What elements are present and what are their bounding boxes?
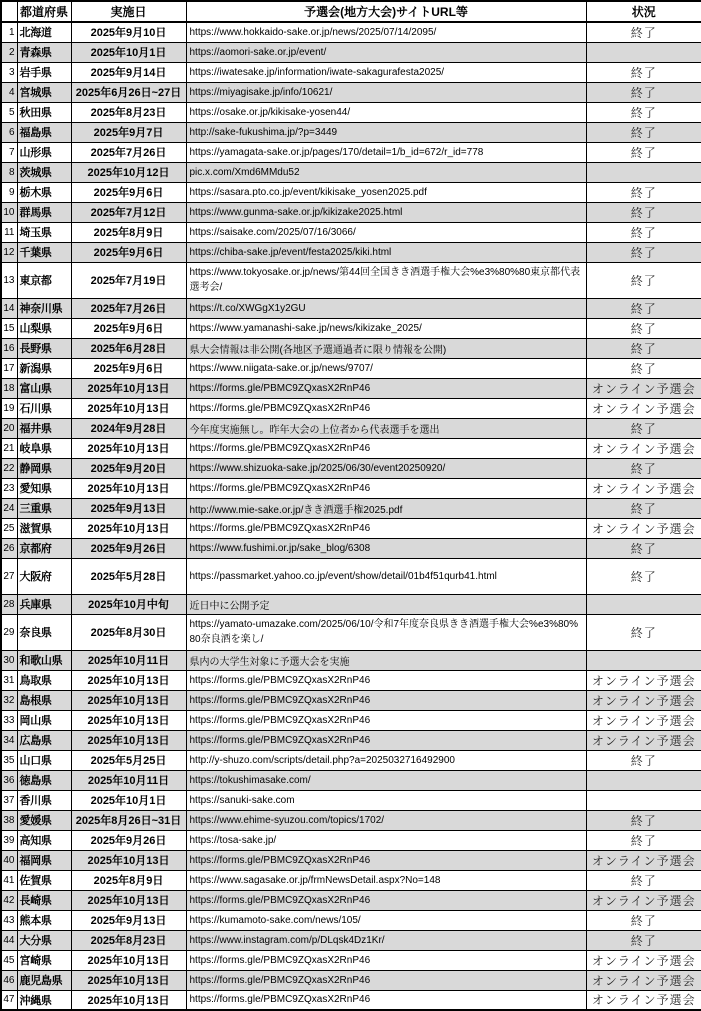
table-row: [1, 890, 701, 910]
prefecture-cell[interactable]: 奈良県: [17, 614, 71, 650]
row-number-cell[interactable]: 38: [1, 810, 17, 830]
url-cell[interactable]: https://forms.gle/PBMC9ZQxasX2RnP46: [186, 398, 586, 418]
date-cell[interactable]: 2025年10月13日: [71, 518, 186, 538]
status-cell[interactable]: オンライン予選会: [586, 690, 701, 710]
table-row: [1, 438, 701, 458]
row-number-cell[interactable]: 23: [1, 478, 17, 498]
prefecture-cell[interactable]: 山梨県: [17, 318, 71, 338]
date-cell[interactable]: 2025年8月9日: [71, 870, 186, 890]
table-row: [1, 594, 701, 614]
prefecture-cell[interactable]: 宮崎県: [17, 950, 71, 970]
row-number-cell[interactable]: 1: [1, 22, 17, 42]
status-cell[interactable]: オンライン予選会: [586, 730, 701, 750]
status-cell[interactable]: 終了: [586, 318, 701, 338]
row-number-cell[interactable]: 32: [1, 690, 17, 710]
status-cell[interactable]: [586, 42, 701, 62]
status-cell[interactable]: 終了: [586, 242, 701, 262]
prefecture-cell[interactable]: 沖縄県: [17, 990, 71, 1010]
row-number-cell[interactable]: 41: [1, 870, 17, 890]
table-row: [1, 810, 701, 830]
prefecture-cell[interactable]: 岡山県: [17, 710, 71, 730]
table-row: [1, 398, 701, 418]
row-number-cell[interactable]: 12: [1, 242, 17, 262]
table-header: [1, 1, 701, 22]
date-cell[interactable]: 2025年9月26日: [71, 830, 186, 850]
prefecture-cell[interactable]: 青森県: [17, 42, 71, 62]
prefecture-cell[interactable]: 石川県: [17, 398, 71, 418]
date-cell[interactable]: 2025年10月12日: [71, 162, 186, 182]
row-number-cell[interactable]: 33: [1, 710, 17, 730]
header-status[interactable]: 状況: [586, 1, 701, 22]
row-number-cell[interactable]: 4: [1, 82, 17, 102]
prefecture-cell[interactable]: 徳島県: [17, 770, 71, 790]
row-number-cell[interactable]: 30: [1, 650, 17, 670]
row-number-cell[interactable]: 25: [1, 518, 17, 538]
table-row: [1, 358, 701, 378]
table-row: [1, 558, 701, 594]
prefecture-cell[interactable]: 茨城県: [17, 162, 71, 182]
status-cell[interactable]: 終了: [586, 810, 701, 830]
prefecture-cell[interactable]: 静岡県: [17, 458, 71, 478]
status-cell[interactable]: [586, 770, 701, 790]
url-cell[interactable]: https://iwatesake.jp/information/iwate-sakagurafesta2025/: [186, 62, 586, 82]
url-cell[interactable]: https://kumamoto-sake.com/news/105/: [186, 910, 586, 930]
prefecture-cell[interactable]: 秋田県: [17, 102, 71, 122]
table-row: [1, 710, 701, 730]
row-number-cell[interactable]: 37: [1, 790, 17, 810]
url-cell[interactable]: pic.x.com/Xmd6MMdu52: [186, 162, 586, 182]
status-cell[interactable]: [586, 790, 701, 810]
row-number-cell[interactable]: 16: [1, 338, 17, 358]
date-cell[interactable]: 2025年10月13日: [71, 438, 186, 458]
row-number-cell[interactable]: 19: [1, 398, 17, 418]
url-cell[interactable]: https://www.niigata-sake.or.jp/news/9707/: [186, 358, 586, 378]
date-cell[interactable]: 2025年8月23日: [71, 930, 186, 950]
date-cell[interactable]: 2025年10月11日: [71, 770, 186, 790]
status-cell[interactable]: 終了: [586, 870, 701, 890]
date-cell[interactable]: 2025年8月26日~31日: [71, 810, 186, 830]
table-row: [1, 82, 701, 102]
row-number-cell[interactable]: 42: [1, 890, 17, 910]
row-number-cell[interactable]: 14: [1, 298, 17, 318]
date-cell[interactable]: 2025年7月12日: [71, 202, 186, 222]
row-number-cell[interactable]: 11: [1, 222, 17, 242]
table-row: [1, 498, 701, 518]
prefecture-cell[interactable]: 鳥取県: [17, 670, 71, 690]
table-row: [1, 970, 701, 990]
url-cell[interactable]: https://miyagisake.jp/info/10621/: [186, 82, 586, 102]
status-cell[interactable]: 終了: [586, 222, 701, 242]
row-number-cell[interactable]: 22: [1, 458, 17, 478]
prefecture-cell[interactable]: 福井県: [17, 418, 71, 438]
date-cell[interactable]: 2025年10月13日: [71, 690, 186, 710]
row-number-cell[interactable]: 47: [1, 990, 17, 1010]
prefecture-cell[interactable]: 神奈川県: [17, 298, 71, 318]
table-row: [1, 162, 701, 182]
prefecture-cell[interactable]: 宮城県: [17, 82, 71, 102]
prefecture-cell[interactable]: 鹿児島県: [17, 970, 71, 990]
table-row: [1, 538, 701, 558]
url-cell[interactable]: https://www.shizuoka-sake.jp/2025/06/30/event20250920/: [186, 458, 586, 478]
date-cell[interactable]: 2025年6月28日: [71, 338, 186, 358]
prefecture-cell[interactable]: 三重県: [17, 498, 71, 518]
date-cell[interactable]: 2025年9月20日: [71, 458, 186, 478]
status-cell[interactable]: オンライン予選会: [586, 970, 701, 990]
row-number-cell[interactable]: 3: [1, 62, 17, 82]
row-number-cell[interactable]: 39: [1, 830, 17, 850]
url-cell[interactable]: https://forms.gle/PBMC9ZQxasX2RnP46: [186, 518, 586, 538]
url-cell[interactable]: https://yamato-umazake.com/2025/06/10/令和7年度奈良県きき酒選手権大会%e3%80%80奈良酒を楽し/: [186, 614, 586, 650]
table-row: [1, 690, 701, 710]
url-cell[interactable]: https://www.gunma-sake.or.jp/kikizake2025.html: [186, 202, 586, 222]
url-cell[interactable]: https://saisake.com/2025/07/16/3066/: [186, 222, 586, 242]
row-number-cell[interactable]: 35: [1, 750, 17, 770]
url-cell[interactable]: http://sake-fukushima.jp/?p=3449: [186, 122, 586, 142]
status-cell[interactable]: 終了: [586, 558, 701, 594]
status-cell[interactable]: 終了: [586, 122, 701, 142]
table-row: [1, 142, 701, 162]
table-row: [1, 750, 701, 770]
prefecture-cell[interactable]: 島根県: [17, 690, 71, 710]
prefecture-cell[interactable]: 福岡県: [17, 850, 71, 870]
status-cell[interactable]: 終了: [586, 262, 701, 298]
row-number-cell[interactable]: 43: [1, 910, 17, 930]
prefecture-cell[interactable]: 愛媛県: [17, 810, 71, 830]
status-cell[interactable]: 終了: [586, 338, 701, 358]
date-cell[interactable]: 2025年10月1日: [71, 790, 186, 810]
table-row: [1, 730, 701, 750]
url-cell[interactable]: https://forms.gle/PBMC9ZQxasX2RnP46: [186, 850, 586, 870]
row-number-cell[interactable]: 36: [1, 770, 17, 790]
prefecture-cell[interactable]: 新潟県: [17, 358, 71, 378]
status-cell[interactable]: オンライン予選会: [586, 890, 701, 910]
prefecture-cell[interactable]: 岐阜県: [17, 438, 71, 458]
url-cell[interactable]: https://forms.gle/PBMC9ZQxasX2RnP46: [186, 378, 586, 398]
status-cell[interactable]: 終了: [586, 910, 701, 930]
status-cell[interactable]: [586, 650, 701, 670]
table-row: [1, 182, 701, 202]
date-cell[interactable]: 2025年6月26日~27日: [71, 82, 186, 102]
url-cell[interactable]: https://www.fushimi.or.jp/sake_blog/6308: [186, 538, 586, 558]
table-row: [1, 478, 701, 498]
prefecture-cell[interactable]: 広島県: [17, 730, 71, 750]
table-row: [1, 262, 701, 298]
status-cell[interactable]: [586, 162, 701, 182]
table-row: [1, 318, 701, 338]
date-cell[interactable]: 2025年10月13日: [71, 950, 186, 970]
date-cell[interactable]: 2025年9月6日: [71, 182, 186, 202]
url-cell[interactable]: https://forms.gle/PBMC9ZQxasX2RnP46: [186, 670, 586, 690]
row-number-cell[interactable]: 45: [1, 950, 17, 970]
row-number-cell[interactable]: 5: [1, 102, 17, 122]
status-cell[interactable]: 終了: [586, 830, 701, 850]
status-cell[interactable]: オンライン予選会: [586, 670, 701, 690]
date-cell[interactable]: 2025年7月26日: [71, 298, 186, 318]
prefecture-cell[interactable]: 佐賀県: [17, 870, 71, 890]
row-number-cell[interactable]: 9: [1, 182, 17, 202]
table-row: [1, 458, 701, 478]
url-cell[interactable]: https://passmarket.yahoo.co.jp/event/show/detail/01b4f51qurb41.html: [186, 558, 586, 594]
status-cell[interactable]: オンライン予選会: [586, 850, 701, 870]
status-cell[interactable]: オンライン予選会: [586, 950, 701, 970]
date-cell[interactable]: 2025年9月14日: [71, 62, 186, 82]
url-cell[interactable]: https://tosa-sake.jp/: [186, 830, 586, 850]
date-cell[interactable]: 2025年10月13日: [71, 478, 186, 498]
row-number-cell[interactable]: 29: [1, 614, 17, 650]
table-row: [1, 338, 701, 358]
header-row: [1, 1, 701, 22]
prefecture-cell[interactable]: 北海道: [17, 22, 71, 42]
status-cell[interactable]: 終了: [586, 418, 701, 438]
row-number-cell[interactable]: 17: [1, 358, 17, 378]
status-cell[interactable]: オンライン予選会: [586, 478, 701, 498]
prefecture-cell[interactable]: 山口県: [17, 750, 71, 770]
status-cell[interactable]: 終了: [586, 458, 701, 478]
date-cell[interactable]: 2025年5月25日: [71, 750, 186, 770]
status-cell[interactable]: 終了: [586, 62, 701, 82]
url-cell[interactable]: https://www.ehime-syuzou.com/topics/1702/: [186, 810, 586, 830]
table-row: [1, 298, 701, 318]
row-number-cell[interactable]: 27: [1, 558, 17, 594]
status-cell[interactable]: [586, 594, 701, 614]
url-cell[interactable]: https://www.instagram.com/p/DLqsk4Dz1Kr/: [186, 930, 586, 950]
table-row: [1, 950, 701, 970]
prefecture-cell[interactable]: 群馬県: [17, 202, 71, 222]
table-row: [1, 378, 701, 398]
header-url[interactable]: 予選会(地方大会)サイトURL等: [186, 1, 586, 22]
date-cell[interactable]: 2025年10月13日: [71, 850, 186, 870]
table-row: [1, 850, 701, 870]
url-cell[interactable]: https://www.hokkaido-sake.or.jp/news/2025/07/14/2095/: [186, 22, 586, 42]
row-number-cell[interactable]: 10: [1, 202, 17, 222]
url-cell[interactable]: https://yamagata-sake.or.jp/pages/170/detail=1/b_id=672/r_id=778: [186, 142, 586, 162]
url-cell[interactable]: https://forms.gle/PBMC9ZQxasX2RnP46: [186, 730, 586, 750]
prefecture-cell[interactable]: 兵庫県: [17, 594, 71, 614]
table-row: [1, 418, 701, 438]
table-row: [1, 42, 701, 62]
url-cell[interactable]: https://chiba-sake.jp/event/festa2025/kiki.html: [186, 242, 586, 262]
table-row: [1, 242, 701, 262]
date-cell[interactable]: 2025年10月13日: [71, 710, 186, 730]
url-cell[interactable]: 県内の大学生対象に予選大会を実施: [186, 650, 586, 670]
table-row: [1, 670, 701, 690]
status-cell[interactable]: 終了: [586, 22, 701, 42]
date-cell[interactable]: 2025年7月26日: [71, 142, 186, 162]
prefecture-cell[interactable]: 長崎県: [17, 890, 71, 910]
date-cell[interactable]: 2025年10月13日: [71, 398, 186, 418]
table-body: [1, 22, 701, 1010]
row-number-cell[interactable]: 8: [1, 162, 17, 182]
status-cell[interactable]: 終了: [586, 142, 701, 162]
prefecture-cell[interactable]: 長野県: [17, 338, 71, 358]
status-cell[interactable]: オンライン予選会: [586, 990, 701, 1010]
date-cell[interactable]: 2025年9月7日: [71, 122, 186, 142]
url-cell[interactable]: https://sasara.pto.co.jp/event/kikisake_yosen2025.pdf: [186, 182, 586, 202]
row-number-cell[interactable]: 2: [1, 42, 17, 62]
row-number-cell[interactable]: 21: [1, 438, 17, 458]
status-cell[interactable]: 終了: [586, 102, 701, 122]
status-cell[interactable]: 終了: [586, 750, 701, 770]
row-number-cell[interactable]: 34: [1, 730, 17, 750]
url-cell[interactable]: https://forms.gle/PBMC9ZQxasX2RnP46: [186, 970, 586, 990]
status-cell[interactable]: 終了: [586, 202, 701, 222]
date-cell[interactable]: 2025年10月13日: [71, 990, 186, 1010]
status-cell[interactable]: 終了: [586, 498, 701, 518]
table-row: [1, 870, 701, 890]
prefecture-cell[interactable]: 千葉県: [17, 242, 71, 262]
date-cell[interactable]: 2025年9月10日: [71, 22, 186, 42]
status-cell[interactable]: オンライン予選会: [586, 438, 701, 458]
date-cell[interactable]: 2025年8月23日: [71, 102, 186, 122]
status-cell[interactable]: オンライン予選会: [586, 378, 701, 398]
url-cell[interactable]: https://forms.gle/PBMC9ZQxasX2RnP46: [186, 438, 586, 458]
url-cell[interactable]: http://y-shuzo.com/scripts/detail.php?a=2025032716492900: [186, 750, 586, 770]
prefecture-cell[interactable]: 大分県: [17, 930, 71, 950]
header-row-number[interactable]: [1, 1, 17, 22]
url-cell[interactable]: https://forms.gle/PBMC9ZQxasX2RnP46: [186, 710, 586, 730]
prefecture-cell[interactable]: 富山県: [17, 378, 71, 398]
url-cell[interactable]: http://www.mie-sake.or.jp/きき酒選手権2025.pdf: [186, 498, 586, 518]
table-row: [1, 790, 701, 810]
row-number-cell[interactable]: 31: [1, 670, 17, 690]
url-cell[interactable]: 県大会情報は非公開(各地区予選通過者に限り情報を公開): [186, 338, 586, 358]
url-cell[interactable]: https://sanuki-sake.com: [186, 790, 586, 810]
url-cell[interactable]: 近日中に公開予定: [186, 594, 586, 614]
url-cell[interactable]: https://forms.gle/PBMC9ZQxasX2RnP46: [186, 990, 586, 1010]
prefecture-cell[interactable]: 愛知県: [17, 478, 71, 498]
table-row: [1, 650, 701, 670]
prefecture-cell[interactable]: 東京都: [17, 262, 71, 298]
url-cell[interactable]: https://forms.gle/PBMC9ZQxasX2RnP46: [186, 478, 586, 498]
prefecture-cell[interactable]: 大阪府: [17, 558, 71, 594]
table-row: [1, 990, 701, 1010]
table-row: [1, 770, 701, 790]
date-cell[interactable]: 2025年10月11日: [71, 650, 186, 670]
table-row: [1, 518, 701, 538]
date-cell[interactable]: 2025年9月6日: [71, 318, 186, 338]
status-cell[interactable]: オンライン予選会: [586, 398, 701, 418]
status-cell[interactable]: オンライン予選会: [586, 518, 701, 538]
row-number-cell[interactable]: 6: [1, 122, 17, 142]
row-number-cell[interactable]: 15: [1, 318, 17, 338]
row-number-cell[interactable]: 13: [1, 262, 17, 298]
status-cell[interactable]: 終了: [586, 182, 701, 202]
table-row: [1, 102, 701, 122]
prefecture-cell[interactable]: 岩手県: [17, 62, 71, 82]
date-cell[interactable]: 2025年10月13日: [71, 890, 186, 910]
row-number-cell[interactable]: 18: [1, 378, 17, 398]
row-number-cell[interactable]: 24: [1, 498, 17, 518]
date-cell[interactable]: 2025年10月中旬: [71, 594, 186, 614]
date-cell[interactable]: 2025年9月26日: [71, 538, 186, 558]
status-cell[interactable]: 終了: [586, 930, 701, 950]
row-number-cell[interactable]: 40: [1, 850, 17, 870]
date-cell[interactable]: 2025年5月28日: [71, 558, 186, 594]
status-cell[interactable]: オンライン予選会: [586, 710, 701, 730]
date-cell[interactable]: 2025年10月13日: [71, 378, 186, 398]
row-number-cell[interactable]: 44: [1, 930, 17, 950]
prefecture-cell[interactable]: 和歌山県: [17, 650, 71, 670]
table-row: [1, 202, 701, 222]
date-cell[interactable]: 2025年8月30日: [71, 614, 186, 650]
row-number-cell[interactable]: 28: [1, 594, 17, 614]
prefecture-cell[interactable]: 熊本県: [17, 910, 71, 930]
url-cell[interactable]: https://www.tokyosake.or.jp/news/第44回全国きき酒選手権大会%e3%80%80東京都代表選考会/: [186, 262, 586, 298]
date-cell[interactable]: 2025年10月13日: [71, 670, 186, 690]
table-row: [1, 910, 701, 930]
table-row: [1, 614, 701, 650]
date-cell[interactable]: 2025年10月13日: [71, 970, 186, 990]
date-cell[interactable]: 2025年9月6日: [71, 358, 186, 378]
status-cell[interactable]: 終了: [586, 298, 701, 318]
header-prefecture[interactable]: 都道府県: [17, 1, 71, 22]
date-cell[interactable]: 2025年9月6日: [71, 242, 186, 262]
prefecture-cell[interactable]: 福島県: [17, 122, 71, 142]
table-row: [1, 122, 701, 142]
url-cell[interactable]: https://aomori-sake.or.jp/event/: [186, 42, 586, 62]
table-row: [1, 930, 701, 950]
table-row: [1, 22, 701, 42]
date-cell[interactable]: 2025年10月1日: [71, 42, 186, 62]
prefecture-cell[interactable]: 高知県: [17, 830, 71, 850]
url-cell[interactable]: https://forms.gle/PBMC9ZQxasX2RnP46: [186, 690, 586, 710]
date-cell[interactable]: 2025年7月19日: [71, 262, 186, 298]
prefecture-cell[interactable]: 滋賀県: [17, 518, 71, 538]
table-row: [1, 830, 701, 850]
date-cell[interactable]: 2025年9月13日: [71, 498, 186, 518]
table-row: [1, 222, 701, 242]
status-cell[interactable]: 終了: [586, 82, 701, 102]
prefecture-cell[interactable]: 香川県: [17, 790, 71, 810]
url-cell[interactable]: https://www.sagasake.or.jp/frmNewsDetail.aspx?No=148: [186, 870, 586, 890]
date-cell[interactable]: 2024年9月28日: [71, 418, 186, 438]
url-cell[interactable]: https://osake.or.jp/kikisake-yosen44/: [186, 102, 586, 122]
table-row: [1, 62, 701, 82]
url-cell[interactable]: https://www.yamanashi-sake.jp/news/kikizake_2025/: [186, 318, 586, 338]
header-date[interactable]: 実施日: [71, 1, 186, 22]
url-cell[interactable]: https://forms.gle/PBMC9ZQxasX2RnP46: [186, 890, 586, 910]
url-cell[interactable]: https://forms.gle/PBMC9ZQxasX2RnP46: [186, 950, 586, 970]
url-cell[interactable]: https://t.co/XWGgX1y2GU: [186, 298, 586, 318]
prefecture-cell[interactable]: 山形県: [17, 142, 71, 162]
prefecture-cell[interactable]: 埼玉県: [17, 222, 71, 242]
prefecture-cell[interactable]: 京都府: [17, 538, 71, 558]
prefecture-cell[interactable]: 栃木県: [17, 182, 71, 202]
status-cell[interactable]: 終了: [586, 614, 701, 650]
url-cell[interactable]: https://tokushimasake.com/: [186, 770, 586, 790]
date-cell[interactable]: 2025年9月13日: [71, 910, 186, 930]
row-number-cell[interactable]: 46: [1, 970, 17, 990]
row-number-cell[interactable]: 26: [1, 538, 17, 558]
row-number-cell[interactable]: 7: [1, 142, 17, 162]
date-cell[interactable]: 2025年8月9日: [71, 222, 186, 242]
status-cell[interactable]: 終了: [586, 538, 701, 558]
status-cell[interactable]: 終了: [586, 358, 701, 378]
row-number-cell[interactable]: 20: [1, 418, 17, 438]
url-cell[interactable]: 今年度実施無し。昨年大会の上位者から代表選手を選出: [186, 418, 586, 438]
date-cell[interactable]: 2025年10月13日: [71, 730, 186, 750]
